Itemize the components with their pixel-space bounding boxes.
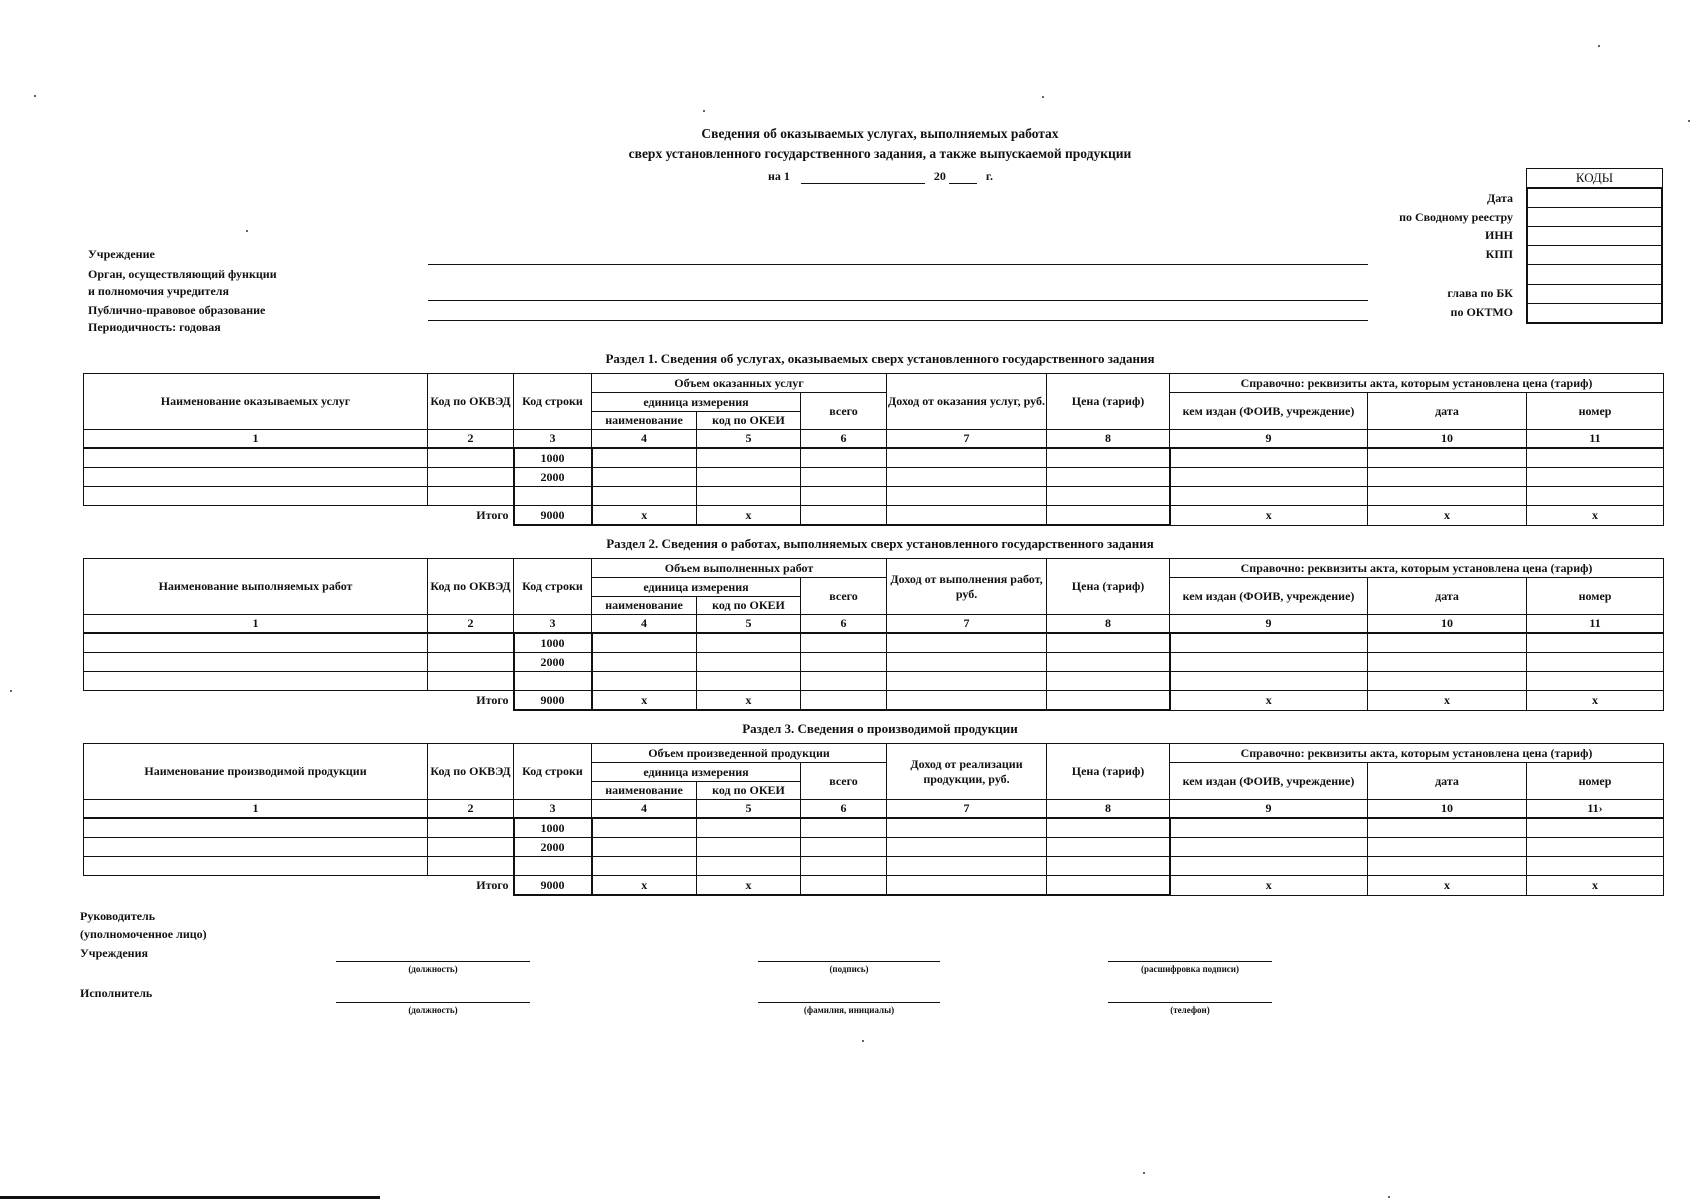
col-number: 11› bbox=[1527, 800, 1664, 819]
cell[interactable] bbox=[697, 653, 801, 672]
total-mark: x bbox=[1170, 876, 1368, 896]
header-price: Цена (тариф) bbox=[1047, 374, 1170, 430]
total-mark: x bbox=[1170, 691, 1368, 711]
header-service-name: Наименование оказываемых услуг bbox=[84, 374, 428, 430]
cell[interactable] bbox=[1368, 448, 1527, 468]
codes-box bbox=[1526, 168, 1663, 324]
executor-phone-line[interactable] bbox=[1108, 1002, 1272, 1003]
total-label: Итого bbox=[476, 693, 509, 707]
header-unit-name: наименование bbox=[592, 597, 697, 615]
cell[interactable] bbox=[887, 487, 1047, 506]
col-number: 9 bbox=[1170, 800, 1368, 819]
cell[interactable] bbox=[697, 448, 801, 468]
code-cell-bk[interactable] bbox=[1528, 265, 1661, 285]
cell[interactable] bbox=[1047, 653, 1170, 672]
cell[interactable] bbox=[1047, 487, 1170, 506]
cell[interactable] bbox=[801, 448, 887, 468]
cell[interactable] bbox=[801, 818, 887, 838]
total-code: 9000 bbox=[514, 691, 592, 711]
table-row bbox=[84, 653, 1664, 672]
cell[interactable] bbox=[84, 818, 428, 838]
cell[interactable] bbox=[592, 653, 697, 672]
cell[interactable] bbox=[84, 468, 428, 487]
col-number: 8 bbox=[1047, 800, 1170, 819]
cell[interactable] bbox=[1170, 857, 1368, 876]
col-number: 9 bbox=[1170, 430, 1368, 449]
date-prefix: на 1 bbox=[768, 169, 790, 183]
header-price: Цена (тариф) bbox=[1047, 744, 1170, 800]
header-work-name: Наименование выполняемых работ bbox=[84, 559, 428, 615]
col-number: 4 bbox=[592, 800, 697, 819]
col-number: 4 bbox=[592, 615, 697, 634]
cell[interactable] bbox=[1170, 487, 1368, 506]
code-cell-extra[interactable] bbox=[1528, 304, 1661, 322]
cell[interactable] bbox=[1170, 653, 1368, 672]
row-code bbox=[514, 672, 592, 691]
header-okved: Код по ОКВЭД bbox=[428, 559, 514, 615]
row-code: 2000 bbox=[514, 468, 592, 487]
cell[interactable] bbox=[801, 468, 887, 487]
code-label-kpp: КПП bbox=[1485, 247, 1513, 261]
total-row bbox=[84, 691, 1664, 711]
cell[interactable] bbox=[1047, 838, 1170, 857]
code-cell-oktmo[interactable] bbox=[1528, 285, 1661, 304]
table-row bbox=[84, 818, 1664, 838]
col-number: 2 bbox=[428, 430, 514, 449]
header-reference: Справочно: реквизиты акта, которым установлена цена (тариф) bbox=[1170, 374, 1664, 393]
cell[interactable] bbox=[1527, 672, 1664, 691]
year-blank[interactable] bbox=[949, 183, 977, 184]
col-number: 6 bbox=[801, 800, 887, 819]
cell[interactable] bbox=[1527, 468, 1664, 487]
col-number: 7 bbox=[887, 615, 1047, 634]
header-income: Доход от выполнения работ, руб. bbox=[887, 559, 1047, 615]
header-unit-name: наименование bbox=[592, 782, 697, 800]
cell[interactable] bbox=[697, 672, 801, 691]
cell[interactable] bbox=[1368, 838, 1527, 857]
header-reference: Справочно: реквизиты акта, которым установлена цена (тариф) bbox=[1170, 744, 1664, 763]
header-unit: единица измерения bbox=[592, 578, 801, 597]
header-date: дата bbox=[1368, 578, 1527, 615]
institution-line[interactable] bbox=[428, 264, 1368, 265]
col-number: 6 bbox=[801, 615, 887, 634]
col-number: 1 bbox=[84, 800, 428, 819]
row-code: 1000 bbox=[514, 818, 592, 838]
col-number: 10 bbox=[1368, 800, 1527, 819]
total-mark: x bbox=[1368, 691, 1527, 711]
head-signature-line[interactable] bbox=[758, 961, 940, 962]
periodicity-label: Периодичность: годовая bbox=[88, 320, 221, 334]
cell[interactable] bbox=[1170, 468, 1368, 487]
total-row bbox=[84, 506, 1664, 526]
cell[interactable] bbox=[428, 487, 514, 506]
col-number: 1 bbox=[84, 615, 428, 634]
scan-speck bbox=[34, 95, 36, 97]
col-number: 11 bbox=[1527, 430, 1664, 449]
section-3-table bbox=[83, 743, 1664, 896]
cell[interactable] bbox=[428, 857, 514, 876]
cell[interactable] bbox=[592, 468, 697, 487]
total-mark: x bbox=[697, 691, 801, 711]
col-number: 1 bbox=[84, 430, 428, 449]
form-title-line2: сверх установленного государственного задания, а также выпускаемой продукции bbox=[628, 146, 1132, 161]
col-number: 2 bbox=[428, 800, 514, 819]
total-code: 9000 bbox=[514, 506, 592, 526]
cell[interactable] bbox=[1527, 653, 1664, 672]
header-reference: Справочно: реквизиты акта, которым установлена цена (тариф) bbox=[1170, 559, 1664, 578]
caption-signature-transcript: (расшифровка подписи) bbox=[1141, 964, 1239, 974]
code-cell-date[interactable] bbox=[1528, 189, 1661, 208]
header-unit: единица измерения bbox=[592, 393, 801, 412]
header-okved: Код по ОКВЭД bbox=[428, 374, 514, 430]
header-number: номер bbox=[1527, 578, 1664, 615]
cell[interactable] bbox=[887, 857, 1047, 876]
cell[interactable] bbox=[428, 838, 514, 857]
cell[interactable] bbox=[84, 653, 428, 672]
col-number: 11 bbox=[1527, 615, 1664, 634]
col-number: 5 bbox=[697, 800, 801, 819]
cell[interactable] bbox=[428, 818, 514, 838]
cell[interactable] bbox=[1527, 448, 1664, 468]
cell[interactable] bbox=[592, 672, 697, 691]
cell[interactable] bbox=[1527, 633, 1664, 653]
header-volume: Объем произведенной продукции bbox=[592, 744, 887, 763]
cell[interactable] bbox=[697, 487, 801, 506]
code-cell-registry[interactable] bbox=[1528, 208, 1661, 227]
header-date: дата bbox=[1368, 763, 1527, 800]
cell[interactable] bbox=[1368, 818, 1527, 838]
cell[interactable] bbox=[1368, 672, 1527, 691]
head-label-line2: (уполномоченное лицо) bbox=[80, 927, 207, 941]
header-income: Доход от реализации продукции, руб. bbox=[887, 744, 1047, 800]
caption-executor-phone: (телефон) bbox=[1170, 1005, 1210, 1015]
cell[interactable] bbox=[84, 838, 428, 857]
cell[interactable] bbox=[428, 633, 514, 653]
scan-speck bbox=[1042, 96, 1044, 98]
caption-executor-position: (должность) bbox=[408, 1005, 458, 1015]
col-number: 10 bbox=[1368, 430, 1527, 449]
cell[interactable] bbox=[592, 448, 697, 468]
code-cell-inn[interactable] bbox=[1528, 227, 1661, 246]
head-position-line[interactable] bbox=[336, 961, 530, 962]
cell[interactable] bbox=[1170, 818, 1368, 838]
cell[interactable] bbox=[697, 838, 801, 857]
total-label: Итого bbox=[476, 508, 509, 522]
header-row-code: Код строки bbox=[514, 744, 592, 800]
section-2-table bbox=[83, 558, 1664, 711]
cell[interactable] bbox=[697, 818, 801, 838]
table-row bbox=[84, 857, 1664, 876]
scan-speck bbox=[10, 690, 12, 692]
cell[interactable] bbox=[697, 468, 801, 487]
cell[interactable] bbox=[1368, 857, 1527, 876]
total-mark: x bbox=[1527, 691, 1664, 711]
scan-speck bbox=[246, 230, 248, 232]
cell[interactable] bbox=[887, 672, 1047, 691]
founder-label-line2: и полномочия учредителя bbox=[88, 284, 230, 298]
cell[interactable] bbox=[592, 818, 697, 838]
row-code: 2000 bbox=[514, 653, 592, 672]
cell[interactable] bbox=[428, 448, 514, 468]
code-label-bk: глава по БК bbox=[1447, 286, 1513, 300]
codes-heading: КОДЫ bbox=[1526, 168, 1663, 189]
cell[interactable] bbox=[801, 838, 887, 857]
total-cell[interactable] bbox=[1047, 876, 1170, 896]
col-number: 8 bbox=[1047, 430, 1170, 449]
total-cell[interactable] bbox=[801, 506, 887, 526]
cell[interactable] bbox=[1047, 672, 1170, 691]
cell[interactable] bbox=[1368, 487, 1527, 506]
code-label-registry: по Сводному реестру bbox=[1399, 210, 1513, 224]
total-cell[interactable] bbox=[1047, 506, 1170, 526]
cell[interactable] bbox=[592, 487, 697, 506]
row-code: 1000 bbox=[514, 448, 592, 468]
total-mark: x bbox=[592, 506, 697, 526]
cell[interactable] bbox=[428, 672, 514, 691]
table-row bbox=[84, 468, 1664, 487]
col-number: 3 bbox=[514, 615, 592, 634]
founder-label-line1: Орган, осуществляющий функции bbox=[88, 267, 277, 281]
municipality-line[interactable] bbox=[428, 320, 1368, 321]
header-issued-by: кем издан (ФОИВ, учреждение) bbox=[1170, 578, 1368, 615]
col-number: 2 bbox=[428, 615, 514, 634]
caption-signature: (подпись) bbox=[829, 964, 869, 974]
cell[interactable] bbox=[801, 857, 887, 876]
header-total: всего bbox=[801, 763, 887, 800]
header-volume: Объем выполненных работ bbox=[592, 559, 887, 578]
cell[interactable] bbox=[1047, 857, 1170, 876]
cell[interactable] bbox=[1047, 448, 1170, 468]
cell[interactable] bbox=[887, 468, 1047, 487]
header-unit: единица измерения bbox=[592, 763, 801, 782]
scan-speck bbox=[1598, 45, 1600, 47]
header-row-code: Код строки bbox=[514, 559, 592, 615]
cell[interactable] bbox=[697, 633, 801, 653]
cell[interactable] bbox=[84, 448, 428, 468]
total-mark: x bbox=[697, 506, 801, 526]
cell[interactable] bbox=[592, 838, 697, 857]
cell[interactable] bbox=[428, 468, 514, 487]
code-label-oktmo: по ОКТМО bbox=[1450, 305, 1513, 319]
cell[interactable] bbox=[1368, 633, 1527, 653]
date-blank[interactable] bbox=[801, 183, 925, 184]
cell[interactable] bbox=[887, 633, 1047, 653]
cell[interactable] bbox=[697, 857, 801, 876]
scan-speck bbox=[1388, 1196, 1390, 1198]
scan-speck bbox=[703, 110, 705, 112]
cell[interactable] bbox=[1047, 633, 1170, 653]
header-okved: Код по ОКВЭД bbox=[428, 744, 514, 800]
total-mark: x bbox=[1368, 876, 1527, 896]
cell[interactable] bbox=[1527, 818, 1664, 838]
header-income: Доход от оказания услуг, руб. bbox=[887, 374, 1047, 430]
cell[interactable] bbox=[1527, 838, 1664, 857]
form-title-line1: Сведения об оказываемых услугах, выполняемых работах bbox=[701, 126, 1059, 141]
row-code: 1000 bbox=[514, 633, 592, 653]
section-1-title: Раздел 1. Сведения об услугах, оказываемых сверх установленного государственного задания bbox=[605, 351, 1155, 366]
col-number: 7 bbox=[887, 430, 1047, 449]
caption-position: (должность) bbox=[408, 964, 458, 974]
head-name-line[interactable] bbox=[1108, 961, 1272, 962]
table-row bbox=[84, 633, 1664, 653]
founder-line[interactable] bbox=[428, 300, 1368, 301]
cell[interactable] bbox=[1170, 633, 1368, 653]
table-row bbox=[84, 487, 1664, 506]
cell[interactable] bbox=[592, 633, 697, 653]
year-suffix: г. bbox=[985, 169, 994, 183]
scan-speck bbox=[1688, 120, 1690, 122]
municipality-label: Публично-правовое образование bbox=[88, 303, 266, 317]
section-3-title: Раздел 3. Сведения о производимой продукции bbox=[742, 721, 1018, 736]
cell[interactable] bbox=[1170, 448, 1368, 468]
total-row bbox=[84, 876, 1664, 896]
cell[interactable] bbox=[887, 838, 1047, 857]
header-unit-name: наименование bbox=[592, 412, 697, 430]
executor-label: Исполнитель bbox=[80, 986, 153, 1000]
header-unit-okei: код по ОКЕИ bbox=[697, 412, 801, 430]
total-cell[interactable] bbox=[887, 691, 1047, 711]
head-label-line3: Учреждения bbox=[80, 946, 148, 960]
table-row bbox=[84, 672, 1664, 691]
total-cell[interactable] bbox=[887, 876, 1047, 896]
header-issued-by: кем издан (ФОИВ, учреждение) bbox=[1170, 763, 1368, 800]
row-code bbox=[514, 487, 592, 506]
cell[interactable] bbox=[887, 653, 1047, 672]
header-issued-by: кем издан (ФОИВ, учреждение) bbox=[1170, 393, 1368, 430]
cell[interactable] bbox=[84, 672, 428, 691]
cell[interactable] bbox=[801, 633, 887, 653]
caption-executor-name: (фамилия, инициалы) bbox=[803, 1005, 895, 1015]
cell[interactable] bbox=[1527, 487, 1664, 506]
col-number: 7 bbox=[887, 800, 1047, 819]
cell[interactable] bbox=[1368, 653, 1527, 672]
col-number: 5 bbox=[697, 430, 801, 449]
cell[interactable] bbox=[1368, 468, 1527, 487]
cell[interactable] bbox=[801, 672, 887, 691]
cell[interactable] bbox=[1047, 468, 1170, 487]
institution-label: Учреждение bbox=[88, 247, 155, 261]
executor-name-line[interactable] bbox=[758, 1002, 940, 1003]
cell[interactable] bbox=[592, 857, 697, 876]
total-mark: x bbox=[1527, 876, 1664, 896]
total-mark: x bbox=[697, 876, 801, 896]
code-label-date: Дата bbox=[1487, 191, 1513, 205]
col-number: 8 bbox=[1047, 615, 1170, 634]
header-total: всего bbox=[801, 578, 887, 615]
col-number: 4 bbox=[592, 430, 697, 449]
cell[interactable] bbox=[887, 448, 1047, 468]
report-date-line bbox=[768, 169, 993, 184]
col-number: 10 bbox=[1368, 615, 1527, 634]
header-row-code: Код строки bbox=[514, 374, 592, 430]
code-label-inn: ИНН bbox=[1484, 228, 1513, 242]
table-row bbox=[84, 448, 1664, 468]
scan-speck bbox=[1143, 1172, 1145, 1174]
cell[interactable] bbox=[84, 633, 428, 653]
header-date: дата bbox=[1368, 393, 1527, 430]
header-unit-okei: код по ОКЕИ bbox=[697, 782, 801, 800]
total-cell[interactable] bbox=[801, 876, 887, 896]
code-cell-kpp[interactable] bbox=[1528, 246, 1661, 265]
cell[interactable] bbox=[801, 487, 887, 506]
scan-speck bbox=[862, 1040, 864, 1042]
total-mark: x bbox=[1368, 506, 1527, 526]
col-number: 3 bbox=[514, 800, 592, 819]
header-product-name: Наименование производимой продукции bbox=[84, 744, 428, 800]
header-unit-okei: код по ОКЕИ bbox=[697, 597, 801, 615]
header-number: номер bbox=[1527, 763, 1664, 800]
total-mark: x bbox=[592, 691, 697, 711]
cell[interactable] bbox=[84, 487, 428, 506]
total-mark: x bbox=[1170, 506, 1368, 526]
header-total: всего bbox=[801, 393, 887, 430]
scan-edge-bar bbox=[0, 1196, 380, 1199]
col-number: 3 bbox=[514, 430, 592, 449]
col-number: 9 bbox=[1170, 615, 1368, 634]
year-prefix: 20 bbox=[933, 169, 946, 183]
total-code: 9000 bbox=[514, 876, 592, 896]
row-code: 2000 bbox=[514, 838, 592, 857]
cell[interactable] bbox=[428, 653, 514, 672]
col-number: 5 bbox=[697, 615, 801, 634]
header-volume: Объем оказанных услуг bbox=[592, 374, 887, 393]
total-mark: x bbox=[1527, 506, 1664, 526]
cell[interactable] bbox=[84, 857, 428, 876]
total-cell[interactable] bbox=[887, 506, 1047, 526]
cell[interactable] bbox=[801, 653, 887, 672]
total-cell[interactable] bbox=[1047, 691, 1170, 711]
head-label-line1: Руководитель bbox=[80, 909, 156, 923]
total-mark: x bbox=[592, 876, 697, 896]
section-1-table bbox=[83, 373, 1664, 526]
header-price: Цена (тариф) bbox=[1047, 559, 1170, 615]
cell[interactable] bbox=[1047, 818, 1170, 838]
cell[interactable] bbox=[887, 818, 1047, 838]
total-label: Итого bbox=[476, 878, 509, 892]
section-2-title: Раздел 2. Сведения о работах, выполняемых сверх установленного государственного задания bbox=[606, 536, 1154, 551]
cell[interactable] bbox=[1170, 838, 1368, 857]
row-code bbox=[514, 857, 592, 876]
table-row bbox=[84, 838, 1664, 857]
cell[interactable] bbox=[1527, 857, 1664, 876]
header-number: номер bbox=[1527, 393, 1664, 430]
col-number: 6 bbox=[801, 430, 887, 449]
total-cell[interactable] bbox=[801, 691, 887, 711]
cell[interactable] bbox=[1170, 672, 1368, 691]
executor-position-line[interactable] bbox=[336, 1002, 530, 1003]
